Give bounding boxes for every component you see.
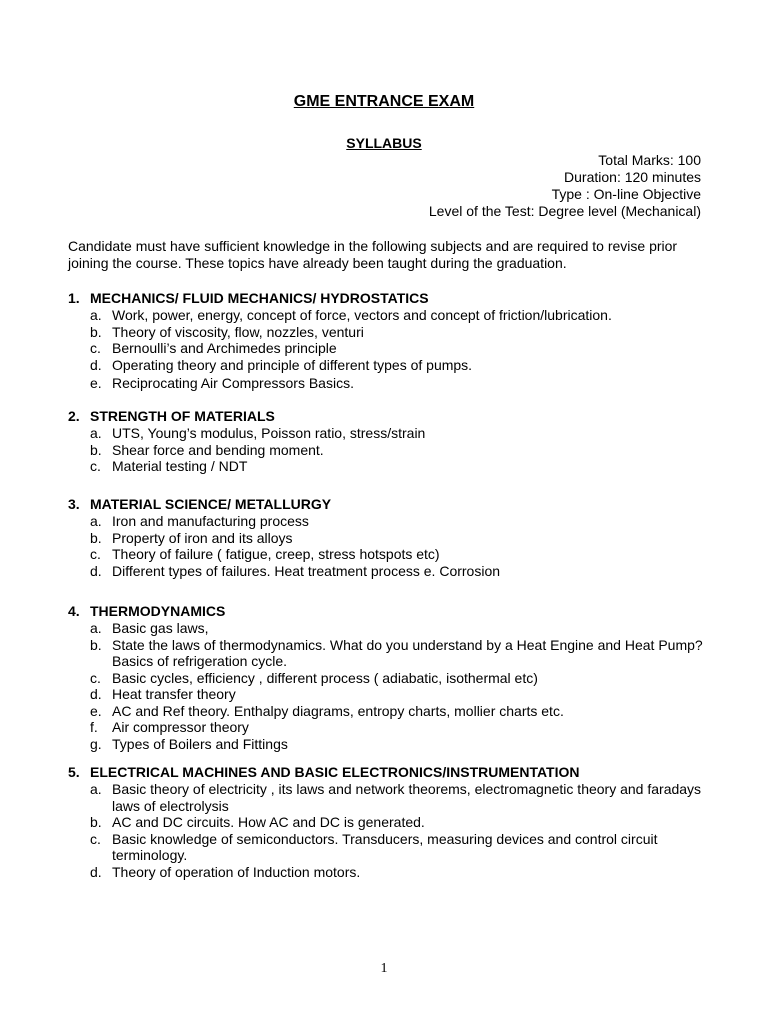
section-heading: [68, 603, 708, 620]
section-heading: [68, 496, 708, 513]
section-thermodynamics: [68, 603, 708, 752]
section-title: STRENGTH OF MATERIALS: [90, 408, 275, 424]
list-item: d. Heat transfer theory: [90, 686, 236, 702]
topic-list: [68, 425, 708, 475]
list-item: a. Work, power, energy, concept of force, vectors and concept of friction/lubrication.: [90, 307, 612, 323]
duration: Duration: 120 minutes: [564, 169, 701, 185]
list-item: b. Theory of viscosity, flow, nozzles, venturi: [90, 323, 364, 340]
list-item: f. Air compressor theory: [90, 719, 249, 735]
list-item: c. Basic cycles, efficiency , different process ( adiabatic, isothermal etc): [90, 669, 538, 686]
test-type: Type : On-line Objective: [551, 186, 701, 202]
list-item: b. Property of iron and its alloys: [90, 529, 293, 546]
section-heading: [68, 408, 708, 425]
document-subtitle: SYLLABUS: [346, 135, 422, 151]
list-item: a. Basic theory of electricity , its laws and network theorems, electromagnetic theory and faradays laws of electrolysis: [90, 781, 702, 814]
section-number: 1.: [68, 290, 80, 306]
section-number: 5.: [68, 764, 80, 780]
list-item: d. Operating theory and principle of different types of pumps.: [90, 356, 473, 373]
section-heading: [68, 290, 708, 307]
section-title: ELECTRICAL MACHINES AND BASIC ELECTRONICS/INSTRUMENTATION: [90, 764, 580, 780]
section-electrical-machines: [68, 764, 708, 880]
list-item: b. Shear force and bending moment.: [90, 441, 324, 458]
list-item: d. Theory of operation of Induction motors.: [90, 863, 361, 880]
section-heading: [68, 764, 708, 781]
list-item: b. State the laws of thermodynamics. What do you understand by a Heat Engine and Heat Pump? Basics of refrigeration cycle.: [90, 636, 703, 669]
list-item: c. Basic knowledge of semiconductors. Transducers, measuring devices and control circuit terminology.: [90, 830, 658, 863]
section-title: MECHANICS/ FLUID MECHANICS/ HYDROSTATICS: [90, 290, 429, 306]
intro-paragraph: Candidate must have sufficient knowledge in the following subjects and are required to revise prior joining the course. These topics have already been taught during the graduation.: [68, 238, 678, 271]
test-level: Level of the Test: Degree level (Mechanical): [428, 203, 701, 219]
section-number: 3.: [68, 496, 80, 512]
page-number: 1: [380, 961, 388, 976]
section-material-science: [68, 496, 708, 579]
section-number: 4.: [68, 603, 80, 619]
list-item: c. Material testing / NDT: [90, 458, 248, 474]
list-item: b. AC and DC circuits. How AC and DC is generated.: [90, 814, 425, 830]
section-title: MATERIAL SCIENCE/ METALLURGY: [90, 496, 332, 512]
list-item: c. Theory of failure ( fatigue, creep, stress hotspots etc): [90, 546, 440, 562]
list-item: c. Bernoulli’s and Archimedes principle: [90, 340, 337, 356]
topic-list: [68, 620, 708, 752]
list-item: d. Different types of failures. Heat treatment process e. Corrosion: [90, 562, 501, 579]
document-title: GME ENTRANCE EXAM: [293, 93, 475, 110]
list-item: a. UTS, Young’s modulus, Poisson ratio, stress/strain: [90, 425, 426, 441]
total-marks: Total Marks: 100: [598, 152, 701, 168]
topic-list: [68, 307, 708, 392]
list-item: a. Iron and manufacturing process: [90, 513, 309, 529]
list-item: e. AC and Ref theory. Enthalpy diagrams, entropy charts, mollier charts etc.: [90, 702, 564, 719]
section-number: 2.: [68, 408, 80, 424]
exam-details: [429, 152, 701, 220]
topic-list: [68, 781, 708, 880]
topic-list: [68, 513, 708, 579]
list-item: g. Types of Boilers and Fittings: [90, 735, 288, 752]
list-item: e. Reciprocating Air Compressors Basics.: [90, 375, 354, 391]
section-mechanics: [68, 290, 708, 392]
section-strength-of-materials: [68, 408, 708, 475]
section-title: THERMODYNAMICS: [90, 603, 226, 619]
list-item: a. Basic gas laws,: [90, 620, 209, 636]
